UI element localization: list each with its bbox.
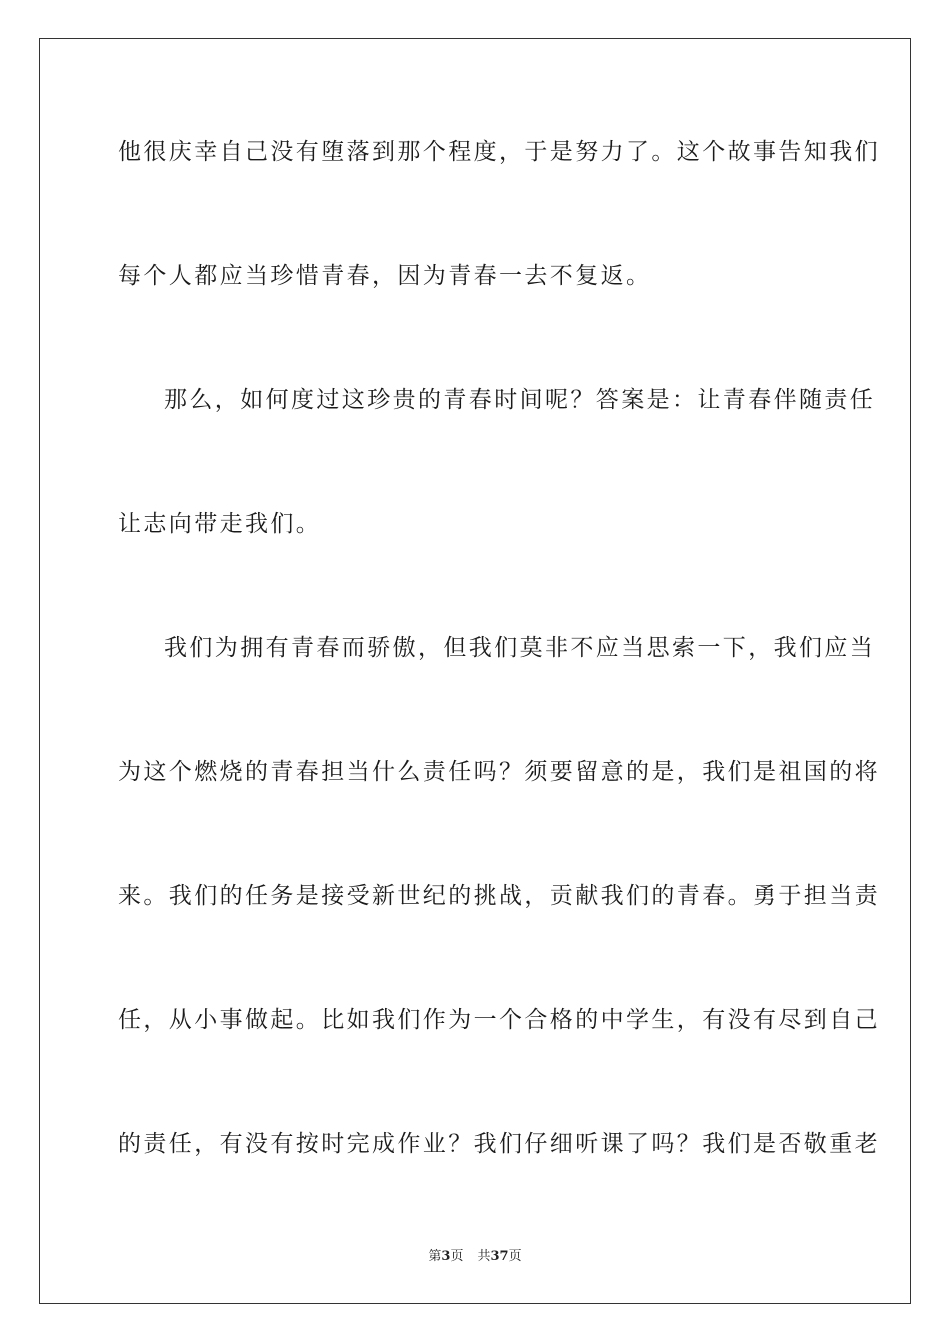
body-line-9: 的责任，有没有按时完成作业？我们仔细听课了吗？我们是否敬重老 <box>118 1131 880 1157</box>
page-suffix: 页 <box>450 1249 464 1264</box>
body-line-3: 那么，如何度过这珍贵的青春时间呢？答案是：让青春伴随责任 <box>164 387 876 413</box>
page-prefix: 第 <box>428 1249 442 1264</box>
body-line-1: 他很庆幸自己没有堕落到那个程度，于是努力了。这个故事告知我们 <box>118 139 880 165</box>
body-line-7: 来。我们的任务是接受新世纪的挑战，贡献我们的青春。勇于担当责 <box>118 883 880 909</box>
page-border <box>39 38 911 1304</box>
page-number: 3 <box>441 1249 451 1264</box>
total-prefix: 共 <box>477 1249 491 1264</box>
body-line-4: 让志向带走我们。 <box>118 511 322 537</box>
body-line-2: 每个人都应当珍惜青春，因为青春一去不复返。 <box>118 263 652 289</box>
total-suffix: 页 <box>508 1249 522 1264</box>
body-line-5: 我们为拥有青春而骄傲，但我们莫非不应当思索一下，我们应当 <box>164 635 876 661</box>
body-line-6: 为这个燃烧的青春担当什么责任吗？须要留意的是，我们是祖国的将 <box>118 759 880 785</box>
total-pages: 37 <box>490 1249 509 1264</box>
body-line-8: 任，从小事做起。比如我们作为一个合格的中学生，有没有尽到自己 <box>118 1007 880 1033</box>
page-footer <box>0 1248 950 1266</box>
